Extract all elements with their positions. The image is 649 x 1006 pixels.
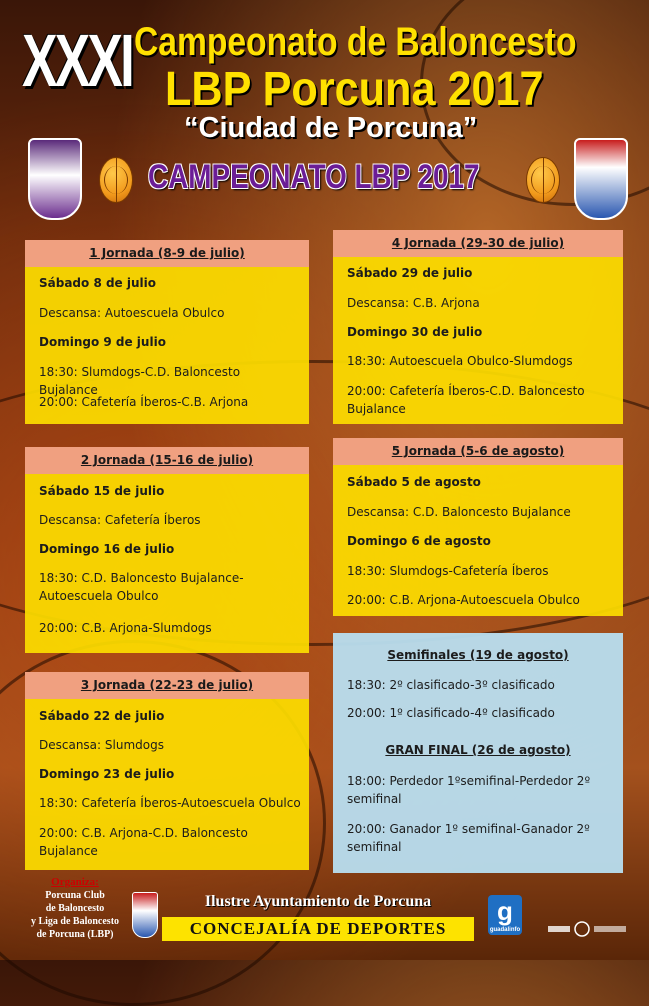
match-line: Descansa: C.D. Baloncesto Bujalance — [347, 505, 571, 519]
edition-numeral: XXXI — [22, 19, 132, 102]
title-line3: “Ciudad de Porcuna” — [184, 112, 478, 144]
organizer-title: Organiza: — [51, 876, 99, 888]
match-line: 18:30: Slumdogs-Cafetería Íberos — [347, 564, 549, 578]
day-label: Domingo 30 de julio — [347, 325, 483, 339]
jornada-title: 3 Jornada (22-23 de julio) — [25, 672, 309, 699]
match-line-continued: Autoescuela Obulco — [39, 589, 159, 603]
town-coat-of-arms-logo — [132, 892, 158, 938]
organizer-line: de Porcuna (LBP) — [36, 929, 114, 940]
match-line: 18:30: Cafetería Íberos-Autoescuela Obulco — [39, 796, 301, 810]
match-line: 18:30: C.D. Baloncesto Bujalance- — [39, 571, 244, 585]
jornada-card — [25, 672, 309, 870]
day-label: Sábado 15 de julio — [39, 484, 165, 498]
match-line: Descansa: Cafetería Íberos — [39, 513, 201, 527]
match-line: 20:00: Cafetería Íberos-C.B. Arjona — [39, 395, 249, 409]
guadalinfo-letter: g — [497, 896, 513, 926]
jornada-card — [333, 230, 623, 424]
sponsor-logos — [548, 920, 628, 938]
town-coat-of-arms-logo — [574, 138, 628, 220]
jornada-title: 5 Jornada (5-6 de agosto) — [333, 438, 623, 465]
jornada-title: 4 Jornada (29-30 de julio) — [333, 230, 623, 257]
town-hall-name: Ilustre Ayuntamiento de Porcuna — [204, 893, 432, 910]
match-line-continued: Bujalance — [39, 844, 98, 858]
day-label: Sábado 5 de agosto — [347, 475, 481, 489]
day-label: Domingo 6 de agosto — [347, 534, 491, 548]
jornada-title: 2 Jornada (15-16 de julio) — [25, 447, 309, 474]
finals-card — [333, 633, 623, 873]
jornada-card — [25, 447, 309, 653]
guadalinfo-logo — [488, 895, 522, 935]
day-label: Sábado 8 de julio — [39, 276, 156, 290]
day-label: Domingo 9 de julio — [39, 335, 166, 349]
match-line: Descansa: C.B. Arjona — [347, 296, 480, 310]
title-line1: Campeonato de Baloncesto — [134, 20, 577, 64]
club-crest-logo — [28, 138, 82, 220]
semifinal-match: 18:30: 2º clasificado-3º clasificado — [347, 678, 555, 692]
organizer-block — [22, 876, 128, 941]
sponsor-logo-graphic — [548, 920, 628, 938]
match-line: Descansa: Slumdogs — [39, 738, 164, 752]
final-match: 20:00: Ganador 1º semifinal-Ganador 2º — [347, 822, 590, 836]
day-label: Domingo 23 de julio — [39, 767, 175, 781]
match-line: 20:00: C.B. Arjona-Autoescuela Obulco — [347, 593, 580, 607]
basketball-icon — [526, 157, 560, 203]
basketball-icon — [99, 157, 133, 203]
championship-subtitle: CAMPEONATO LBP 2017 — [148, 158, 480, 196]
jornada-card — [333, 438, 623, 616]
jornada-title: 1 Jornada (8-9 de julio) — [25, 240, 309, 267]
day-label: Sábado 22 de julio — [39, 709, 165, 723]
town-hall-banner — [162, 893, 474, 943]
day-label: Domingo 16 de julio — [39, 542, 175, 556]
semifinals-title: Semifinales (19 de agosto) — [387, 648, 569, 662]
match-line: 18:30: Autoescuela Obulco-Slumdogs — [347, 354, 573, 368]
guadalinfo-caption: guadalinfo — [489, 927, 521, 933]
title-line2: LBP Porcuna 2017 — [165, 63, 544, 116]
final-match: 18:00: Perdedor 1ºsemifinal-Perdedor 2º — [347, 774, 591, 788]
match-line: 20:00: C.B. Arjona-Slumdogs — [39, 621, 212, 635]
match-line: 18:30: Slumdogs-C.D. Baloncesto Bujalance — [39, 365, 241, 397]
final-match-continued: semifinal — [347, 792, 402, 806]
match-line: 20:00: C.B. Arjona-C.D. Baloncesto — [39, 826, 248, 840]
match-line: Descansa: Autoescuela Obulco — [39, 306, 225, 320]
day-label: Sábado 29 de julio — [347, 266, 473, 280]
organizer-line: de Baloncesto — [45, 903, 105, 914]
sports-department: CONCEJALÍA DE DEPORTES — [162, 917, 474, 941]
match-line-continued: Bujalance — [347, 402, 406, 416]
final-title: GRAN FINAL (26 de agosto) — [385, 743, 571, 757]
organizer-line: Porcuna Club — [45, 890, 105, 901]
match-line: 20:00: Cafetería Íberos-C.D. Baloncesto — [347, 384, 585, 398]
organizer-line: y Liga de Baloncesto — [30, 916, 120, 927]
jornada-card — [25, 240, 309, 424]
semifinal-match: 20:00: 1º clasificado-4º clasificado — [347, 706, 555, 720]
final-match-continued: semifinal — [347, 840, 402, 854]
